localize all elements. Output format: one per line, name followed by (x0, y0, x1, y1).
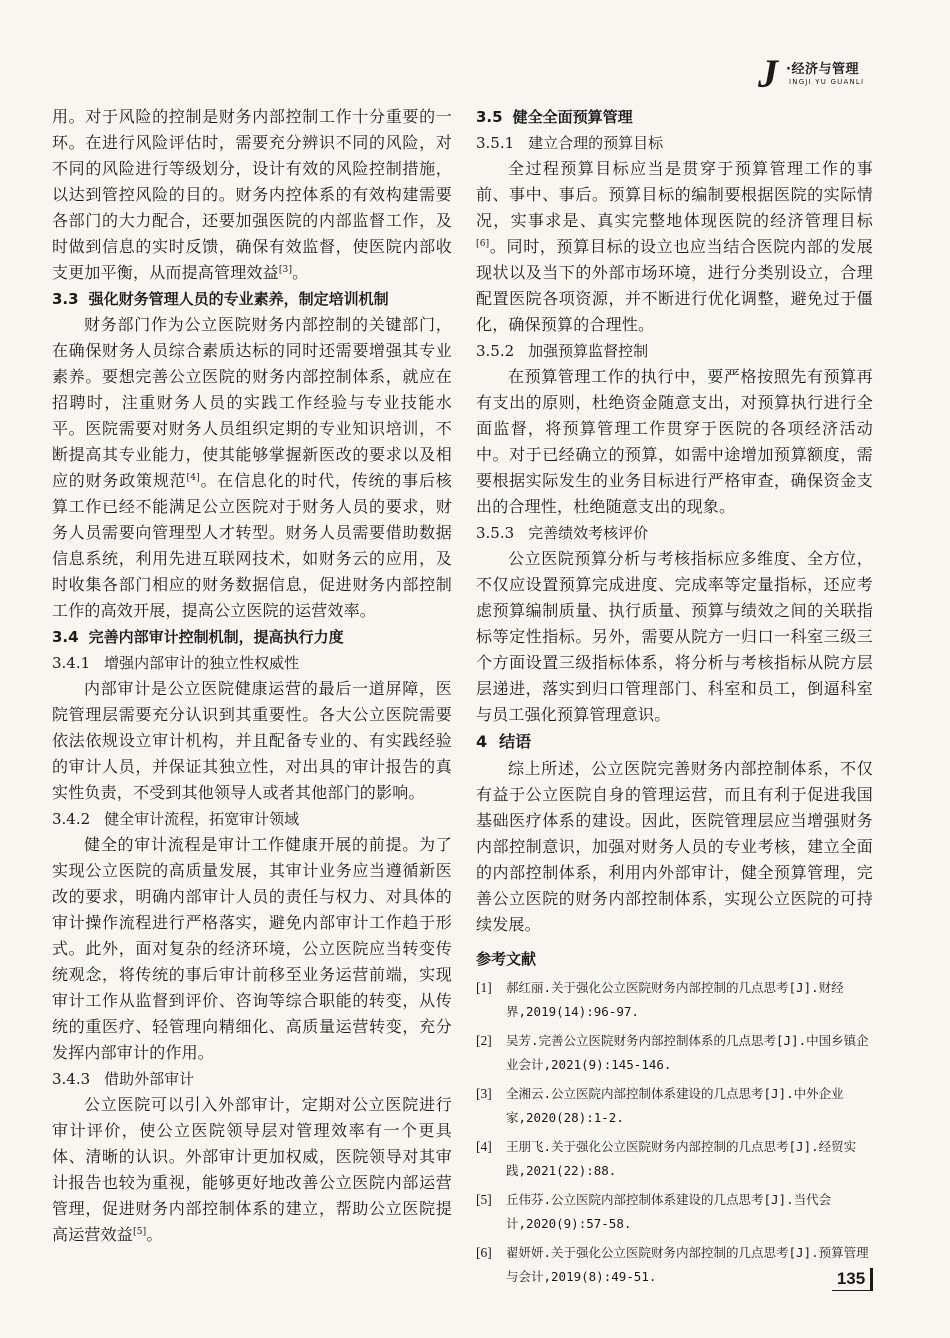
paragraph: 在预算管理工作的执行中，要严格按照先有预算再有支出的原则，杜绝资金随意支出，对预算执行进行全面监督，将预算管理工作贯穿于医院的各项经济活动中。对于已经确立的预算，如需中途增加预算额度，需要根据实际发生的业务目标进行严格审查，确保资金支出的合理性，杜绝随意支出的现象。 (476, 367, 873, 516)
subsection-heading-3-4-1: 3.4.1 增强内部审计的独立性权威性 (52, 654, 300, 672)
paragraph: 健全的审计流程是审计工作健康开展的前提。为了实现公立医院的高质量发展，其审计业务应当遵循新医改的要求，明确内部审计人员的责任与权力、对具体的审计操作流程进行严格落实，避免内部审计工作趋于形式。此外，面对复杂的经济环境，公立医院应当转变传统观念，将传统的事后审计前移至业务运营前端，实现审计工作从监督到评价、咨询等综合职能的转变，从传统的重医疗、轻管理向精细化、高质量运营转变，充分发挥内部审计的作用。 (52, 835, 452, 1062)
section-heading-3-4: 3.4 完善内部审计控制机制，提高执行力度 (52, 628, 344, 646)
section-heading-4: 4 结语 (476, 732, 532, 751)
subsection-heading-3-5-2: 3.5.2 加强预算监督控制 (476, 342, 649, 360)
subsection-heading-3-4-3: 3.4.3 借助外部审计 (52, 1070, 195, 1088)
reference-item: [4] 王朋飞.关于强化公立医院财务内部控制的几点思考[J].经贸实践,2021(22):88. (476, 1139, 857, 1178)
paragraph: 公立医院可以引入外部审计，定期对公立医院进行审计评价，使公立医院领导层对管理效率有一个更具体、清晰的认识。外部审计更加权威，医院领导对其审计报告也较为重视，能够更好地改善公立医院内部运营管理，促进财务内部控制体系的建立，帮助公立医院提高运营效益[5]。 (52, 1095, 452, 1244)
citation: [5] (133, 1227, 147, 1237)
journal-header (758, 51, 898, 96)
journal-section-pinyin: INGJI YU GUANLI (789, 78, 865, 86)
citation: [6] (476, 239, 490, 249)
paragraph: 用。对于风险的控制是财务内部控制工作十分重要的一环。在进行风险评估时，需要充分辨识不同的风险，对不同的风险进行等级划分，设计有效的风险控制措施，以达到管控风险的目的。财务内控体系的有效构建需要各部门的大力配合，还要加强医院的内部监督工作，及时做到信息的实时反馈，确保有效监督，使医院内部收支更加平衡，从而提高管理效益[3]。 (52, 107, 452, 282)
paragraph: 公立医院预算分析与考核指标应多维度、全方位，不仅应设置预算完成进度、完成率等定量指标，还应考虑预算编制质量、执行质量、预算与绩效之间的关联指标等定性指标。另外，需要从院方一归口一科室三级三个方面设置三级指标体系，将分析与考核指标从院方层层递进，落实到归口管理部门、科室和员工，倒逼科室与员工强化预算管理意识。 (476, 549, 873, 724)
reference-item: [1] 郝红丽.关于强化公立医院财务内部控制的几点思考[J].财经界,2019(14):96-97. (476, 980, 844, 1019)
journal-logo-mark: J (758, 51, 778, 96)
references-heading: 参考文献 (476, 950, 537, 968)
citation: [3] (278, 265, 293, 275)
journal-section-title: ·经济与管理 (786, 62, 859, 77)
section-heading-3-5: 3.5 健全全面预算管理 (476, 108, 633, 126)
paragraph: 全过程预算目标应当是贯穿于预算管理工作的事前、事中、事后。预算目标的编制要根据医院的实际情况，实事求是、真实完整地体现医院的经济管理目标[6]。同时，预算目标的设立也应当结合医院内部的发展现状以及当下的外部市场环境，进行分类别设立，合理配置医院各项资源，并不断进行优化调整，避免过于僵化，确保预算的合理性。 (476, 159, 873, 334)
section-heading-3-3: 3.3 强化财务管理人员的专业素养，制定培训机制 (52, 290, 389, 308)
paragraph: 内部审计是公立医院健康运营的最后一道屏障，医院管理层需要充分认识到其重要性。各大公立医院需要依法依规设立审计机构，并且配备专业的、有实践经验的审计人员，并保证其独立性，对出具的审计报告的真实性负责，不受到其他领导人或者其他部门的影响。 (52, 679, 452, 802)
references-list (476, 976, 873, 1289)
paragraph: 综上所述，公立医院完善财务内部控制体系，不仅有益于公立医院自身的管理运营，而且有利于促进我国基础医疗体系的建设。因此，医院管理层应当增强财务内部控制意识，加强对财务人员的专业考核，建立全面的内部控制体系，利用内外部审计，健全预算管理，完善公立医院的财务内部控制体系，实现公立医院的可持续发展。 (476, 759, 873, 934)
subsection-heading-3-4-2: 3.4.2 健全审计流程，拓宽审计领域 (52, 810, 300, 828)
left-column (52, 104, 452, 1248)
paragraph: 财务部门作为公立医院财务内部控制的关键部门，在确保财务人员综合素质达标的同时还需要增强其专业素养。要想完善公立医院的财务内部控制体系，就应在招聘时，注重财务人员的实践工作经验与专业技能水平。医院需要对财务人员组织定期的专业知识培训，不断提高其专业能力，使其能够掌握新医改的要求以及相应的财务政策规范[4]。在信息化的时代，传统的事后核算工作已经不能满足公立医院对于财务人员的要求，财务人员需要向管理型人才转型。财务人员需要借助数据信息系统，利用先进互联网技术，如财务云的应用，及时收集各部门相应的财务数据信息，促进财务内部控制工作的高效开展，提高公立医院的运营效率。 (52, 315, 452, 620)
reference-item: [3] 全湘云.公立医院内部控制体系建设的几点思考[J].中外企业家,2020(28):1-2. (476, 1086, 844, 1125)
right-column (476, 104, 873, 1294)
reference-item: [6] 翟妍妍.关于强化公立医院财务内部控制的几点思考[J].预算管理与会计,2019(8):49-51. (476, 1245, 869, 1284)
reference-item: [5] 丘伟芬.公立医院内部控制体系建设的几点思考[J].当代会计,2020(9):57-58. (476, 1192, 832, 1231)
reference-item: [2] 吴芳.完善公立医院财务内部控制体系的几点思考[J].中国乡镇企业会计,2021(9):145-146. (476, 1033, 869, 1072)
citation: [4] (186, 473, 200, 483)
subsection-heading-3-5-3: 3.5.3 完善绩效考核评价 (476, 524, 649, 542)
subsection-heading-3-5-1: 3.5.1 建立合理的预算目标 (476, 134, 664, 152)
page-number: 135 (832, 1268, 873, 1291)
